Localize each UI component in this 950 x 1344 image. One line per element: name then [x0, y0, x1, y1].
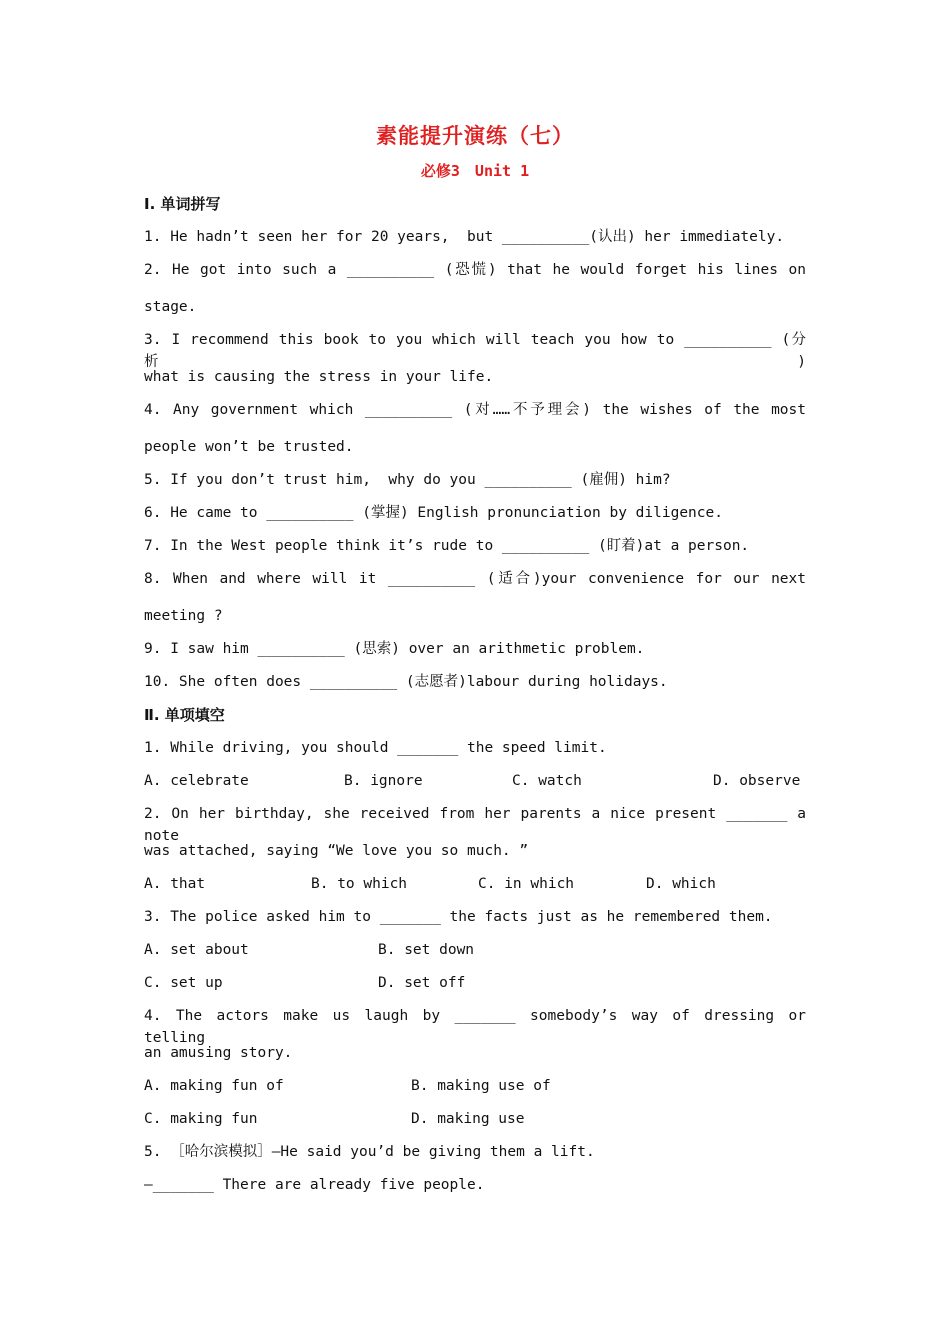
question-4-line2: an amusing story.: [144, 1045, 293, 1061]
option-a: A. celebrate: [144, 773, 249, 789]
option-a: A. that: [144, 876, 206, 892]
spelling-item-6: 6. He came to __________ (掌握) English pronunciation by diligence.: [144, 505, 723, 521]
question-3-options-row2: [144, 972, 806, 994]
page-title: 素能提升演练（七）: [376, 124, 574, 148]
spelling-item-7: 7. In the West people think it’s rude to __________ (盯着)at a person.: [144, 538, 750, 554]
option-d: D. making use: [411, 1111, 525, 1127]
option-d: D. observe: [713, 773, 801, 789]
question-1-options: [144, 770, 806, 792]
spelling-item-4-line2: people won’t be trusted.: [144, 439, 354, 455]
spelling-item-9: 9. I saw him __________ (思索) over an arithmetic problem.: [144, 641, 645, 657]
page-subtitle: 必修3 Unit 1: [420, 162, 530, 180]
spelling-item-3-line2: what is causing the stress in your life.: [144, 369, 494, 385]
question-5-line2: —_______ There are already five people.: [144, 1177, 485, 1193]
question-4-options-row2: [144, 1108, 806, 1130]
section-heading-spelling: Ⅰ. 单词拼写: [144, 195, 221, 213]
option-c: C. set up: [144, 975, 223, 991]
question-3: 3. The police asked him to _______ the facts just as he remembered them.: [144, 909, 773, 925]
option-c: C. watch: [512, 773, 582, 789]
spelling-item-4-line1: 4. Any government which __________ (对……不予理会) the wishes of the most: [144, 402, 806, 418]
spelling-item-3-line1: 3. I recommend this book to you which will teach you how to __________ (分析): [144, 332, 806, 370]
question-4-options-row1: [144, 1075, 806, 1097]
question-3-options-row1: [144, 939, 806, 961]
spelling-item-5: 5. If you don’t trust him, why do you __________ (雇佣) him?: [144, 472, 671, 488]
option-d: D. which: [646, 876, 716, 892]
spelling-item-8-line1: 8. When and where will it __________ (适合)your convenience for our next: [144, 571, 806, 587]
option-b: B. ignore: [344, 773, 423, 789]
question-2-line1: 2. On her birthday, she received from her parents a nice present _______ a note: [144, 806, 806, 844]
section-heading-multiple-choice: Ⅱ. 单项填空: [144, 706, 225, 724]
document-body: [144, 193, 806, 1207]
spelling-item-2-line1: 2. He got into such a __________ (恐慌) that he would forget his lines on: [144, 262, 806, 278]
option-b: B. set down: [378, 942, 475, 958]
question-2-options: [144, 873, 806, 895]
question-4-line1: 4. The actors make us laugh by _______ somebody’s way of dressing or telling: [144, 1008, 806, 1046]
option-b: B. to which: [311, 876, 408, 892]
option-a: A. set about: [144, 942, 249, 958]
option-d: D. set off: [378, 975, 466, 991]
option-b: B. making use of: [411, 1078, 551, 1094]
spelling-item-10: 10. She often does __________ (志愿者)labour during holidays.: [144, 674, 668, 690]
option-c: C. in which: [478, 876, 575, 892]
spelling-item-1: 1. He hadn’t seen her for 20 years, but __________(认出) her immediately.: [144, 229, 785, 245]
question-1: 1. While driving, you should _______ the speed limit.: [144, 740, 607, 756]
spelling-item-2-line2: stage.: [144, 299, 197, 315]
spelling-item-8-line2: meeting ?: [144, 608, 223, 624]
question-2-line2: was attached, saying “We love you so much. ”: [144, 843, 529, 859]
option-c: C. making fun: [144, 1111, 258, 1127]
question-5-line1: 5. ［哈尔滨模拟］—He said you’d be giving them a lift.: [144, 1144, 595, 1160]
option-a: A. making fun of: [144, 1078, 284, 1094]
